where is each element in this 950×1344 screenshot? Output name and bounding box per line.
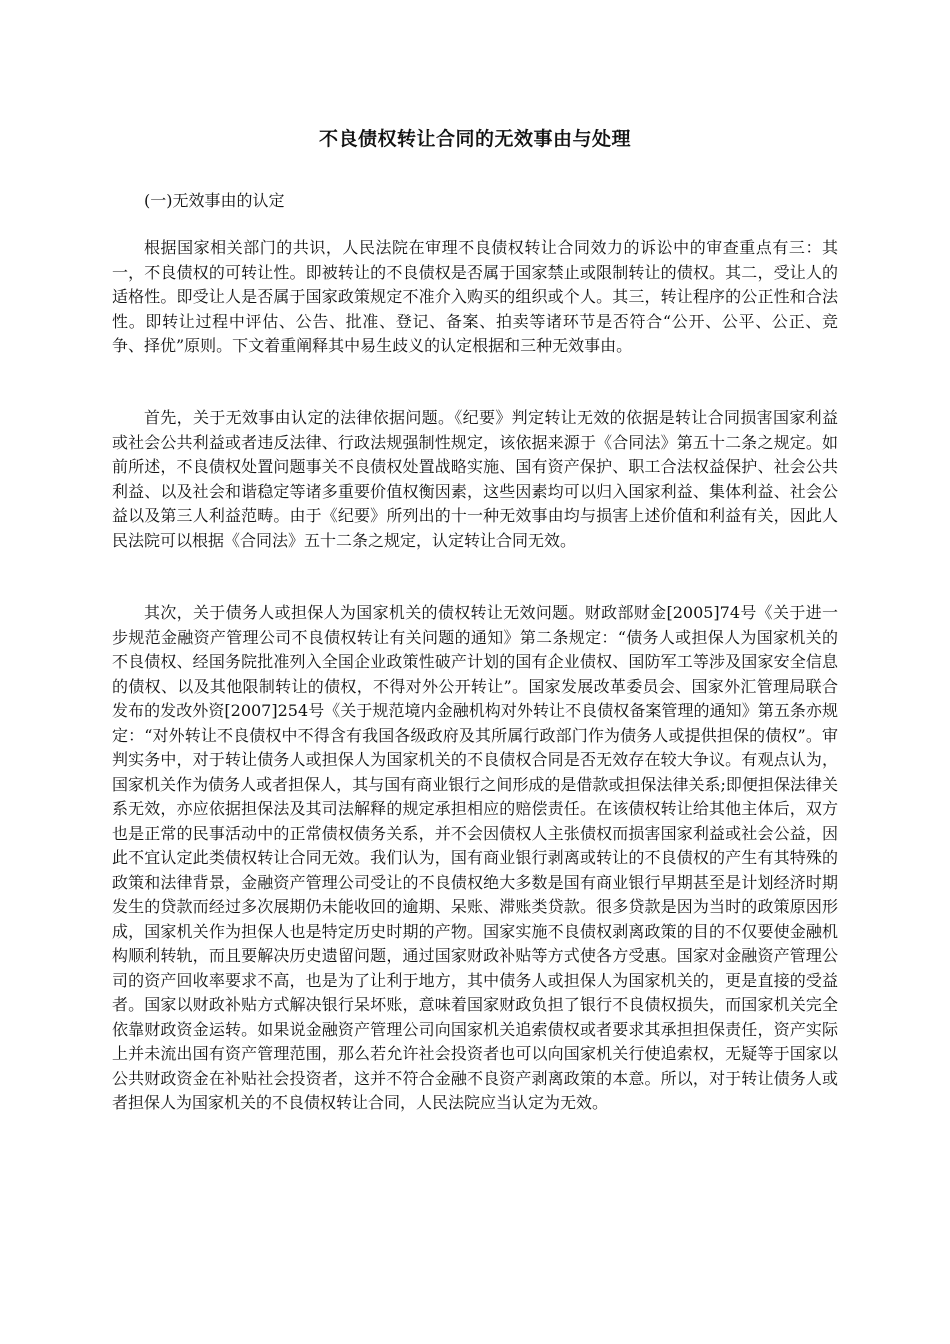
section-heading: (一)无效事由的认定 [144,191,285,210]
paragraph-review-focus: 根据国家相关部门的共识，人民法院在审理不良债权转让合同效力的诉讼中的审查重点有三：其一，不良债权的可转让性。即被转让的不良债权是否属于国家禁止或限制转让的债权。其二，受让人的适格性。即受让人是否属于国家政策规定不准介入购买的组织或个人。其三，转让程序的公正性和合法性。即转让过程中评估、公告、批准、登记、备案、拍卖等诸环节是否符合“公开、公平、公正、竞争、择优”原则。下文着重阐释其中易生歧义的认定根据和三种无效事由。 [112,238,838,355]
paragraph-legal-basis: 首先，关于无效事由认定的法律依据问题。《纪要》判定转让无效的依据是转让合同损害国家利益或社会公共利益或者违反法律、行政法规强制性规定，该依据来源于《合同法》第五十二条之规定。如前所述，不良债权处置问题事关不良债权处置战略实施、国有资产保护、职工合法权益保护、社会公共利益、以及社会和谐稳定等诸多重要价值权衡因素，这些因素均可以归入国家利益、集体利益、社会公益以及第三人利益范畴。由于《纪要》所列出的十一种无效事由均与损害上述价值和利益有关，因此人民法院可以根据《合同法》五十二条之规定，认定转让合同无效。 [112,408,838,550]
document-title: 不良债权转让合同的无效事由与处理 [318,128,631,150]
paragraph-state-organ-debtor: 其次，关于债务人或担保人为国家机关的债权转让无效问题。财政部财金[2005]74号《关于进一步规范金融资产管理公司不良债权转让有关问题的通知》第二条规定：“债务人或担保人为国家机关的不良债权、经国务院批准列入全国企业政策性破产计划的国有企业债权、国防军工等涉及国家安全信息的债权、以及其他限制转让的债权，不得对外公开转让”。国家发展改革委员会、国家外汇管理局联合发布的发改外资[2007]254号《关于规范境内金融机构对外转让不良债权备案管理的通知》第五条亦规定：“对外转让不良债权中不得含有我国各级政府及其所属行政部门作为债务人或提供担保的债权”。审判实务中，对于转让债务人或担保人为国家机关的不良债权合同是否无效存在较大争议。有观点认为，国家机关作为债务人或者担保人，其与国有商业银行之间形成的是借款或担保法律关系;即便担保法律关系无效，亦应依据担保法及其司法解释的规定承担相应的赔偿责任。在该债权转让给其他主体后，双方也是正常的民事活动中的正常债权债务关系，并不会因债权人主张债权而损害国家利益或社会公益，因此不宜认定此类债权转让合同无效。我们认为，国有商业银行剥离或转让的不良债权的产生有其特殊的政策和法律背景，金融资产管理公司受让的不良债权绝大多数是国有商业银行早期甚至是计划经济时期发生的贷款而经过多次展期仍未能收回的逾期、呆账、滞账类贷款。很多贷款是因为当时的政策原因形成，国家机关作为担保人也是特定历史时期的产物。国家实施不良债权剥离政策的目的不仅要使金融机构顺利转轨，而且要解决历史遗留问题，通过国家财政补贴等方式使各方受惠。国家对金融资产管理公司的资产回收率要求不高，也是为了让利于地方，其中债务人或担保人为国家机关的，更是直接的受益者。国家以财政补贴方式解决银行呆坏账，意味着国家财政负担了银行不良债权损失，而国家机关完全依靠财政资金运转。如果说金融资产管理公司向国家机关追索债权或者要求其承担担保责任，资产实际上并未流出国有资产管理范围，那么若允许社会投资者也可以向国家机关行使追索权，无疑等于国家以公共财政资金在补贴社会投资者，这并不符合金融不良资产剥离政策的本意。所以，对于转让债务人或者担保人为国家机关的不良债权转让合同，人民法院应当认定为无效。 [112,603,838,1112]
